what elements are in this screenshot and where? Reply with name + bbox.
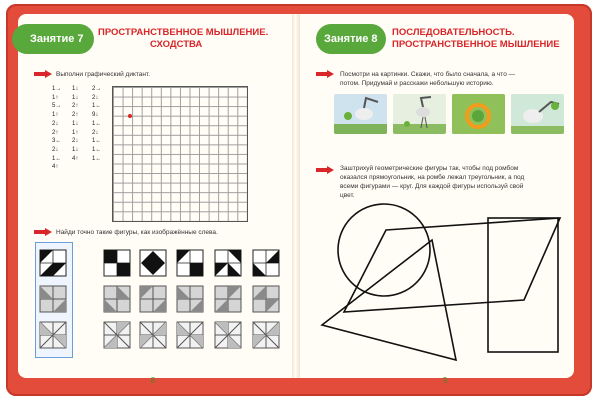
dictation-step: 1← xyxy=(92,146,102,153)
dictation-step: 1← xyxy=(92,103,102,110)
dictation-step: 2↓ xyxy=(72,138,79,145)
page-number-left: 8 xyxy=(150,376,156,385)
dictation-step xyxy=(92,163,112,172)
dictation-step: 1← xyxy=(92,120,102,127)
dictation-row xyxy=(52,163,112,172)
lesson-7-label: Занятие 7 xyxy=(30,33,84,45)
dictation-step: 2↓ xyxy=(92,129,99,136)
dictation-step: 1← xyxy=(52,155,62,162)
right-task2-line: всеми фигурами — круг. Для каждой фигуры используй свой xyxy=(340,183,524,190)
dictation-step: 1↓ xyxy=(72,94,79,101)
dictation-row xyxy=(52,146,112,155)
lesson-7-ribbon xyxy=(12,24,94,54)
start-dot xyxy=(128,114,132,118)
right-task1-instruction xyxy=(340,70,568,88)
page-number-right: 9 xyxy=(442,376,448,385)
right-title-line1: ПОСЛЕДОВАТЕЛЬНОСТЬ. xyxy=(392,27,515,38)
dictation-step: 1↓ xyxy=(72,86,79,92)
task-arrow-icon xyxy=(34,228,52,236)
dictation-row xyxy=(52,137,112,146)
story-picture-4 xyxy=(511,94,564,134)
dictation-step: 3← xyxy=(52,138,62,145)
right-task2-line: цвет. xyxy=(340,192,355,199)
dictation-row xyxy=(52,129,112,138)
dictation-step: 1↓ xyxy=(72,120,79,127)
dictation-row xyxy=(52,111,112,120)
dictation-step: 2↓ xyxy=(52,120,59,127)
story-picture-2 xyxy=(393,94,446,134)
dictation-row xyxy=(52,155,112,164)
dictation-step: 2↓ xyxy=(52,146,59,153)
story-picture-1 xyxy=(334,94,387,134)
dictation-row xyxy=(52,120,112,129)
dictation-step: 2↑ xyxy=(72,103,79,110)
dictation-step: 1↑ xyxy=(52,112,59,119)
dictation-row xyxy=(52,85,112,94)
dictation-grid[interactable] xyxy=(112,86,248,222)
right-task2-line: Заштрихуй геометрические фигуры так, чтобы под ромбом xyxy=(340,165,519,172)
dictation-step: 1↑ xyxy=(52,94,59,101)
dictation-step: 5→ xyxy=(52,103,62,110)
dictation-step: 9↓ xyxy=(92,112,99,119)
right-title-line2: ПРОСТРАНСТВЕННОЕ МЫШЛЕНИЕ xyxy=(392,39,560,50)
task-arrow-icon xyxy=(316,70,334,78)
story-picture-3 xyxy=(452,94,505,134)
dictation-step: 1↓ xyxy=(72,146,79,153)
task-arrow-icon xyxy=(316,166,334,174)
dictation-step: 2↑ xyxy=(52,129,59,136)
graphic-dictation xyxy=(52,85,112,172)
right-task1-line: Посмотри на картинки. Скажи, что было сначала, а что — xyxy=(340,71,516,78)
dictation-step: 1← xyxy=(92,138,102,145)
dictation-step: 2↑ xyxy=(72,112,79,119)
dictation-row xyxy=(52,102,112,111)
right-task1-line: потом. Придумай и расскажи небольшую историю. xyxy=(340,80,494,87)
dictation-step: 1→ xyxy=(52,86,62,92)
dictation-step: 1↑ xyxy=(72,129,79,136)
lesson-8-label: Занятие 8 xyxy=(324,33,378,45)
left-title-line1: ПРОСТРАНСТВЕННОЕ МЫШЛЕНИЕ. xyxy=(98,27,269,38)
lesson-8-ribbon xyxy=(316,24,386,54)
dictation-step: 4↑ xyxy=(72,155,79,162)
dictation-row xyxy=(52,94,112,103)
right-task2-instruction xyxy=(340,164,572,200)
task2-instruction: Найди точно такие фигуры, как изображённые слева. xyxy=(56,229,218,236)
task1-instruction: Выполни графический диктант. xyxy=(56,71,151,78)
dictation-step: 2→ xyxy=(92,86,102,92)
book-spine xyxy=(292,14,300,378)
left-title-line2: СХОДСТВА xyxy=(150,39,203,50)
right-task2-line: оказался прямоугольник, на ромбе лежал треугольник, а под xyxy=(340,174,525,181)
dictation-step xyxy=(72,163,92,172)
task-arrow-icon xyxy=(34,70,52,78)
dictation-step: 4↑ xyxy=(52,164,59,171)
dictation-step: 1← xyxy=(92,155,102,162)
sample-figures-frame xyxy=(35,242,73,358)
dictation-step: 2↓ xyxy=(92,94,99,101)
